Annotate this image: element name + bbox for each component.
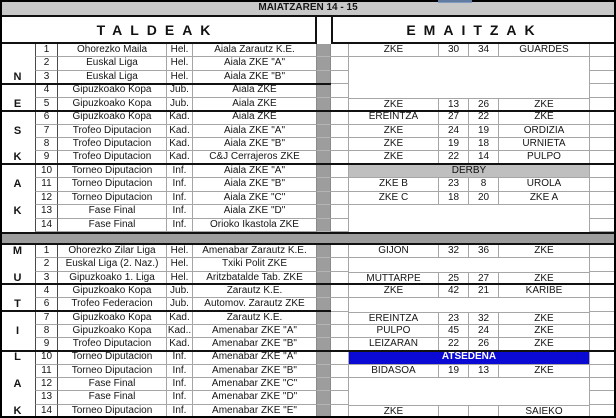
group-divider-line-right [331, 110, 616, 112]
cell-team-name[interactable]: Txiki Polit ZKE [193, 258, 317, 271]
trailing-cell [589, 165, 616, 178]
cell-row-number[interactable]: 7 [35, 312, 58, 325]
cell-row-number[interactable]: 4 [35, 285, 58, 298]
cell-row-number[interactable]: 9 [35, 151, 58, 164]
cell-team-name[interactable]: Amenabar ZKE "B" [193, 338, 317, 351]
cell-group-letter[interactable] [0, 285, 35, 298]
gray-divider-cell [317, 325, 331, 338]
cell-team-name[interactable]: C&J Cerrajeros ZKE [193, 151, 317, 164]
cell-row-number[interactable]: 11 [35, 365, 58, 378]
cell-row-number[interactable]: 14 [35, 219, 58, 232]
cell-competition[interactable]: Fase Final [58, 219, 167, 232]
cell-score-away[interactable]: 14 [469, 151, 499, 164]
gray-divider-cell [317, 111, 331, 124]
cell-score-away[interactable]: 34 [469, 44, 499, 57]
header-separator-strip [317, 0, 331, 2]
cell-score-home[interactable]: 19 [439, 138, 469, 151]
cell-team-name[interactable]: Aiala ZKE "A" [193, 57, 317, 70]
empty-result-cell[interactable] [349, 71, 589, 84]
cell-category[interactable]: Hel. [167, 272, 193, 285]
gray-divider-cell [317, 351, 331, 364]
cell-competition[interactable]: Trofeo Diputacion [58, 338, 167, 351]
cell-score-away[interactable]: 22 [469, 111, 499, 124]
cell-team-name[interactable]: Aiala ZKE [193, 84, 317, 97]
cell-competition[interactable]: Euskal Liga [58, 57, 167, 70]
cell-score-home[interactable]: 22 [439, 151, 469, 164]
cell-home-team[interactable]: ZKE [349, 98, 439, 111]
spacer-cell [331, 44, 349, 57]
gray-divider-cell [317, 57, 331, 70]
cell-away-team[interactable]: UROLA [499, 178, 589, 191]
spacer-cell [331, 111, 349, 124]
cell-away-team[interactable]: ZKE [499, 98, 589, 111]
group-divider-line-left [0, 310, 331, 312]
spacer-cell [331, 298, 349, 311]
cell-group-letter[interactable] [0, 138, 35, 151]
cell-team-name[interactable]: Amenabar ZKE "D" [193, 391, 317, 404]
cell-row-number[interactable]: 6 [35, 298, 58, 311]
blue-mark-artifact [438, 0, 472, 3]
cell-group-letter[interactable]: A [13, 178, 22, 191]
cell-row-number[interactable]: 9 [35, 338, 58, 351]
group-divider-line-left [0, 283, 331, 285]
cell-category[interactable]: Kad. [167, 125, 193, 138]
cell-team-name[interactable]: Aiala ZKE [193, 98, 317, 111]
cell-category[interactable]: Kad. [167, 138, 193, 151]
cell-competition[interactable]: Fase Final [58, 205, 167, 218]
cell-away-team[interactable]: ZKE [499, 338, 589, 351]
cell-category[interactable]: Jub. [167, 98, 193, 111]
cell-category[interactable]: Inf. [167, 165, 193, 178]
cell-team-name[interactable]: Aiala ZKE "A" [193, 125, 317, 138]
cell-row-number[interactable]: 3 [35, 272, 58, 285]
spacer-cell [331, 245, 349, 258]
gray-divider-cell [317, 365, 331, 378]
cell-category[interactable]: Hel. [167, 71, 193, 84]
gray-divider-cell [317, 84, 331, 97]
cell-category[interactable]: Hel. [167, 245, 193, 258]
cell-team-name[interactable]: Amenabar ZKE "E" [193, 405, 317, 418]
cell-row-number[interactable]: 7 [35, 125, 58, 138]
cell-home-team[interactable]: ZKE [349, 138, 439, 151]
empty-result-cell[interactable] [349, 258, 589, 271]
cell-home-team[interactable]: ZKE [349, 125, 439, 138]
cell-away-team[interactable]: GUARDES [499, 44, 589, 57]
cell-row-number[interactable]: 6 [35, 111, 58, 124]
cell-category[interactable]: Kad. [167, 312, 193, 325]
cell-score-home[interactable]: 13 [439, 98, 469, 111]
cell-category[interactable]: Inf. [167, 192, 193, 205]
cell-row-number[interactable]: 8 [35, 325, 58, 338]
cell-group-letter[interactable] [0, 365, 35, 378]
cell-row-number[interactable]: 11 [35, 178, 58, 191]
spacer-cell [331, 258, 349, 271]
cell-home-team[interactable]: BIDASOA [349, 365, 439, 378]
cell-team-name[interactable]: Aiala ZKE "B" [193, 71, 317, 84]
trailing-cell [589, 111, 616, 124]
cell-away-team[interactable]: ZKE [499, 111, 589, 124]
trailing-cell [589, 258, 616, 271]
cell-score-home[interactable]: 24 [439, 125, 469, 138]
cell-competition[interactable]: Gipuzkoako Kopa [58, 325, 167, 338]
cell-score-away[interactable]: 27 [469, 272, 499, 285]
cell-home-team[interactable]: ZKE C [349, 192, 439, 205]
cell-score-home[interactable]: 19 [439, 365, 469, 378]
cell-competition[interactable]: Gipuzkoako Kopa [58, 111, 167, 124]
trailing-cell [589, 125, 616, 138]
cell-category[interactable]: Hel. [167, 258, 193, 271]
cell-team-name[interactable]: Aiala ZKE "C" [193, 192, 317, 205]
cell-group-letter[interactable] [0, 312, 35, 325]
cell-score-home[interactable]: 27 [439, 111, 469, 124]
gray-divider-cell [317, 405, 331, 418]
cell-row-number[interactable]: 13 [35, 391, 58, 404]
trailing-cell [589, 285, 616, 298]
cell-row-number[interactable]: 12 [35, 378, 58, 391]
cell-team-name[interactable]: Aiala Zarautz K.E. [193, 44, 317, 57]
header-emaitzak[interactable]: EMAITZAK [331, 17, 616, 44]
spacer-cell [331, 165, 349, 178]
spacer-cell [331, 205, 349, 218]
spacer-cell [331, 391, 349, 404]
cell-competition[interactable]: Torneo Diputacion [58, 365, 167, 378]
cell-home-team[interactable]: LEIZARAN [349, 338, 439, 351]
cell-team-name[interactable]: Automov. Zarautz ZKE [193, 298, 317, 311]
empty-result-cell[interactable] [349, 57, 589, 70]
cell-team-name[interactable]: Aiala ZKE [193, 111, 317, 124]
spacer-cell [331, 192, 349, 205]
trailing-cell [589, 365, 616, 378]
cell-competition[interactable]: Torneo Diputacion [58, 405, 167, 418]
cell-home-team[interactable]: MUTTARPE [349, 272, 439, 285]
cell-group-letter[interactable]: T [14, 298, 21, 311]
spacer-cell [331, 138, 349, 151]
cell-competition[interactable]: Gipuzkoako 1. Liga [58, 272, 167, 285]
cell-home-team[interactable]: ZKE B [349, 178, 439, 191]
cell-competition[interactable]: Trofeo Diputacion [58, 151, 167, 164]
cell-score-away[interactable] [469, 405, 499, 418]
spacer-cell [331, 125, 349, 138]
cell-group-letter[interactable] [0, 111, 35, 124]
spacer-cell [331, 219, 349, 232]
gray-divider-cell [317, 205, 331, 218]
cell-team-name[interactable]: Aiala ZKE "B" [193, 178, 317, 191]
cell-group-letter[interactable]: K [13, 205, 22, 218]
cell-score-home[interactable]: 23 [439, 178, 469, 191]
cell-competition[interactable]: Gipuzkoako Kopa [58, 312, 167, 325]
cell-team-name[interactable]: Aiala ZKE "A" [193, 165, 317, 178]
cell-competition[interactable]: Torneo Diputacion [58, 178, 167, 191]
trailing-cell [589, 351, 616, 364]
band-derby[interactable]: DERBY [349, 165, 589, 178]
cell-away-team[interactable]: PULPO [499, 151, 589, 164]
cell-home-team[interactable]: EREINTZA [349, 111, 439, 124]
cell-group-letter[interactable]: S [13, 124, 22, 137]
cell-competition[interactable]: Torneo Diputacion [58, 192, 167, 205]
cell-score-home[interactable]: 42 [439, 285, 469, 298]
cell-competition[interactable]: Trofeo Diputacion [58, 125, 167, 138]
group-divider-line-right [331, 163, 616, 165]
cell-score-away[interactable]: 13 [469, 365, 499, 378]
gray-divider-cell [317, 165, 331, 178]
date-title-cell[interactable]: MAIATZAREN 14 - 15 [0, 0, 616, 17]
spacer-cell [331, 57, 349, 70]
group-divider-line-right [331, 283, 616, 285]
empty-result-cell[interactable] [349, 219, 589, 232]
cell-competition[interactable]: Trofeo Diputacion [58, 138, 167, 151]
cell-score-away[interactable]: 32 [469, 312, 499, 325]
trailing-cell [589, 44, 616, 57]
gray-divider-cell [317, 312, 331, 325]
cell-team-name[interactable]: Amenabar ZKE "B" [193, 365, 317, 378]
empty-result-cell[interactable] [349, 298, 589, 311]
cell-team-name[interactable]: Aritzbatalde Tab. ZKE [193, 272, 317, 285]
cell-score-away[interactable]: 24 [469, 325, 499, 338]
cell-group-letter[interactable]: E [13, 97, 22, 110]
cell-row-number[interactable]: 10 [35, 351, 58, 364]
cell-team-name[interactable]: Aiala ZKE "B" [193, 138, 317, 151]
spacer-cell [331, 71, 349, 84]
cell-row-number[interactable]: 3 [35, 71, 58, 84]
gray-divider-cell [317, 178, 331, 191]
cell-row-number[interactable]: 5 [35, 98, 58, 111]
cell-row-number[interactable]: 13 [35, 205, 58, 218]
cell-category[interactable]: Inf. [167, 178, 193, 191]
gray-divider-cell [317, 258, 331, 271]
gray-divider-cell [317, 391, 331, 404]
spacer-cell [331, 365, 349, 378]
cell-away-team[interactable]: ZKE [499, 312, 589, 325]
gray-divider-cell [317, 378, 331, 391]
cell-category[interactable]: Kad.. [167, 325, 193, 338]
cell-score-home[interactable]: 25 [439, 272, 469, 285]
cell-category[interactable]: Jub. [167, 298, 193, 311]
cell-home-team[interactable]: ZKE [349, 44, 439, 57]
cell-category[interactable]: Inf. [167, 365, 193, 378]
cell-team-name[interactable]: Amenabar Zarautz K.E. [193, 245, 317, 258]
cell-score-away[interactable]: 19 [469, 125, 499, 138]
trailing-cell [589, 178, 616, 191]
cell-team-name[interactable]: Amenabar ZKE "A" [193, 351, 317, 364]
cell-away-team[interactable]: ZKE A [499, 192, 589, 205]
gray-divider-cell [317, 219, 331, 232]
gray-divider-cell [317, 125, 331, 138]
cell-category[interactable]: Hel. [167, 57, 193, 70]
cell-away-team[interactable]: ZKE [499, 325, 589, 338]
spacer-cell [331, 84, 349, 97]
cell-score-home[interactable] [439, 405, 469, 418]
cell-category[interactable]: Inf. [167, 378, 193, 391]
spacer-cell [331, 405, 349, 418]
section-separator-row [0, 232, 616, 245]
spacer-cell [331, 178, 349, 191]
trailing-cell [589, 138, 616, 151]
cell-score-away[interactable]: 21 [469, 285, 499, 298]
cell-team-name[interactable]: Orioko Ikastola ZKE [193, 219, 317, 232]
cell-competition[interactable]: Torneo Diputacion [58, 165, 167, 178]
cell-row-number[interactable]: 1 [35, 44, 58, 57]
cell-away-team[interactable]: KARIBE [499, 285, 589, 298]
cell-category[interactable]: Jub. [167, 285, 193, 298]
cell-competition[interactable]: Trofeo Federacion [58, 298, 167, 311]
trailing-cell [589, 298, 616, 311]
group-divider-line-left [0, 350, 331, 352]
cell-team-name[interactable]: Amenabar ZKE "A" [193, 325, 317, 338]
cell-group-letter[interactable] [0, 165, 35, 178]
cell-competition[interactable]: Torneo Diputacion [58, 351, 167, 364]
cell-home-team[interactable]: ZKE [349, 405, 439, 418]
spacer-cell [331, 285, 349, 298]
empty-result-cell[interactable] [349, 205, 589, 218]
cell-score-home[interactable]: 45 [439, 325, 469, 338]
cell-group-letter[interactable]: K [13, 404, 22, 417]
cell-away-team[interactable]: ZKE [499, 245, 589, 258]
cell-category[interactable]: Kad. [167, 151, 193, 164]
cell-team-name[interactable]: Amenabar ZKE "C" [193, 378, 317, 391]
cell-score-away[interactable]: 18 [469, 138, 499, 151]
gray-divider-cell [317, 138, 331, 151]
trailing-cell [589, 325, 616, 338]
cell-team-name[interactable]: Zarautz K.E. [193, 285, 317, 298]
cell-team-name[interactable]: Zarautz K.E. [193, 312, 317, 325]
cell-competition[interactable]: Gipuzkoako Kopa [58, 98, 167, 111]
cell-score-home[interactable]: 22 [439, 338, 469, 351]
gray-divider-cell [317, 245, 331, 258]
spacer-cell [331, 378, 349, 391]
gray-divider-cell [317, 192, 331, 205]
group-divider-line-right [331, 350, 616, 352]
cell-category[interactable]: Hel. [167, 44, 193, 57]
cell-group-letter[interactable]: L [14, 351, 21, 364]
cell-team-name[interactable]: Aiala ZKE "D" [193, 205, 317, 218]
empty-result-cell[interactable] [349, 391, 589, 404]
cell-group-letter[interactable] [0, 44, 35, 57]
cell-away-team[interactable]: ORDIZIA [499, 125, 589, 138]
cell-row-number[interactable]: 14 [35, 405, 58, 418]
cell-score-away[interactable]: 36 [469, 245, 499, 258]
cell-group-letter[interactable]: U [13, 271, 22, 284]
cell-score-away[interactable]: 8 [469, 178, 499, 191]
cell-category[interactable]: Inf. [167, 219, 193, 232]
cell-category[interactable]: Jub. [167, 84, 193, 97]
cell-home-team[interactable]: GIJON [349, 245, 439, 258]
cell-category[interactable]: Kad. [167, 111, 193, 124]
gray-divider-cell [317, 44, 331, 57]
cell-score-away[interactable]: 26 [469, 338, 499, 351]
cell-away-team[interactable]: ZKE [499, 272, 589, 285]
cell-score-home[interactable]: 30 [439, 44, 469, 57]
cell-competition[interactable]: Gipuzkoako Kopa [58, 285, 167, 298]
cell-competition[interactable]: Fase Final [58, 391, 167, 404]
cell-category[interactable]: Inf. [167, 205, 193, 218]
cell-score-home[interactable]: 32 [439, 245, 469, 258]
trailing-cell [589, 219, 616, 232]
cell-category[interactable]: Inf. [167, 391, 193, 404]
trailing-cell [589, 57, 616, 70]
cell-row-number[interactable]: 10 [35, 165, 58, 178]
trailing-cell [589, 245, 616, 258]
empty-result-cell[interactable] [349, 378, 589, 391]
cell-away-team[interactable]: ZKE [499, 365, 589, 378]
group-divider-line-left [0, 110, 331, 112]
cell-away-team[interactable]: SAIEKO [499, 405, 589, 418]
trailing-cell [589, 192, 616, 205]
cell-group-letter[interactable]: I [15, 324, 20, 337]
cell-row-number[interactable]: 2 [35, 57, 58, 70]
trailing-cell [589, 378, 616, 391]
cell-competition[interactable]: Euskal Liga (2. Naz.) [58, 258, 167, 271]
cell-group-letter[interactable]: A [13, 378, 22, 391]
cell-row-number[interactable]: 4 [35, 84, 58, 97]
cell-category[interactable]: Inf. [167, 405, 193, 418]
cell-category[interactable]: Kad. [167, 338, 193, 351]
cell-row-number[interactable]: 1 [35, 245, 58, 258]
cell-competition[interactable]: Ohorezko Maila [58, 44, 167, 57]
trailing-cell [589, 84, 616, 97]
spacer-cell [331, 312, 349, 325]
spacer-cell [331, 325, 349, 338]
cell-competition[interactable]: Fase Final [58, 378, 167, 391]
trailing-cell [589, 71, 616, 84]
cell-home-team[interactable]: ZKE [349, 285, 439, 298]
group-divider-line-left [0, 83, 331, 85]
cell-home-team[interactable]: EREINTZA [349, 312, 439, 325]
cell-group-letter[interactable] [0, 192, 35, 205]
cell-home-team[interactable]: ZKE [349, 151, 439, 164]
cell-score-home[interactable]: 18 [439, 192, 469, 205]
empty-result-cell[interactable] [349, 84, 589, 97]
cell-row-number[interactable]: 12 [35, 192, 58, 205]
cell-group-letter[interactable]: N [13, 70, 22, 83]
cell-score-away[interactable]: 20 [469, 192, 499, 205]
trailing-cell [589, 405, 616, 418]
cell-group-letter[interactable] [0, 57, 35, 70]
cell-competition[interactable]: Gipuzkoako Kopa [58, 84, 167, 97]
cell-group-letter[interactable]: K [13, 151, 22, 164]
cell-row-number[interactable]: 8 [35, 138, 58, 151]
group-divider-line-left [0, 163, 331, 165]
spacer-cell [331, 351, 349, 364]
cell-group-letter[interactable] [0, 84, 35, 97]
header-taldeak[interactable]: TALDEAK [0, 17, 317, 44]
band-atsedena[interactable]: ATSEDENA [349, 351, 589, 364]
cell-home-team[interactable]: PULPO [349, 325, 439, 338]
trailing-cell [589, 205, 616, 218]
cell-competition[interactable]: Ohorezko Zilar Liga [58, 245, 167, 258]
trailing-cell [589, 391, 616, 404]
cell-group-letter[interactable] [0, 258, 35, 271]
cell-away-team[interactable]: URNIETA [499, 138, 589, 151]
cell-category[interactable]: Inf. [167, 351, 193, 364]
cell-group-letter[interactable] [0, 391, 35, 404]
cell-score-home[interactable]: 23 [439, 312, 469, 325]
gray-divider-cell [317, 285, 331, 298]
cell-group-letter[interactable] [0, 219, 35, 232]
trailing-cell [589, 312, 616, 325]
cell-group-letter[interactable]: M [12, 245, 23, 257]
cell-score-away[interactable]: 26 [469, 98, 499, 111]
cell-competition[interactable]: Euskal Liga [58, 71, 167, 84]
cell-row-number[interactable]: 2 [35, 258, 58, 271]
